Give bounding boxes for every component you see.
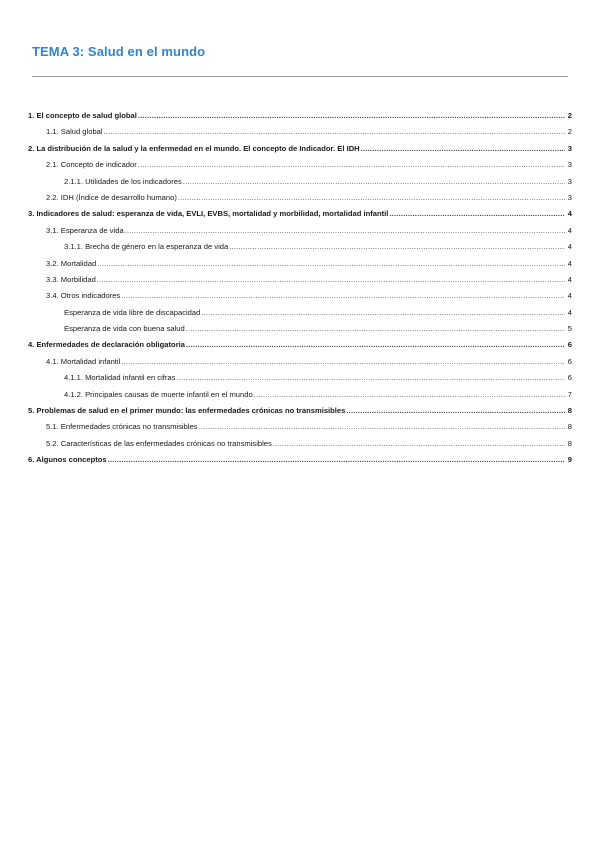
toc-entry-title[interactable]: 3. Indicadores de salud: esperanza de vida, EVLI, EVBS, mortalidad y morbilidad, mortalidad infantil (28, 209, 389, 219)
toc-entry[interactable] (28, 272, 572, 288)
toc-dot-leader (104, 124, 565, 140)
toc-page-number[interactable]: 8 (567, 438, 572, 448)
toc-dot-leader (125, 223, 565, 239)
toc-dot-leader (178, 190, 565, 206)
toc-dot-leader (346, 403, 565, 419)
toc-entry-title[interactable]: 2.2. IDH (Índice de desarrollo humano) (46, 192, 177, 202)
toc-entry-title[interactable]: 4. Enfermedades de declaración obligatoria (28, 340, 185, 350)
toc-page-number[interactable]: 6 (567, 356, 572, 366)
toc-entry[interactable] (28, 419, 572, 435)
toc-entry[interactable] (28, 321, 572, 337)
toc-dot-leader (97, 256, 565, 272)
toc-dot-leader (108, 452, 565, 468)
toc-page-number[interactable]: 3 (567, 160, 572, 170)
toc-page-number[interactable]: 4 (567, 225, 572, 235)
toc-entry[interactable] (28, 337, 572, 353)
toc-dot-leader (186, 321, 565, 337)
toc-dot-leader (186, 337, 565, 353)
toc-entry[interactable] (28, 190, 572, 206)
toc-page-number[interactable]: 4 (567, 209, 572, 219)
toc-dot-leader (176, 370, 565, 386)
toc-entry-title[interactable]: Esperanza de vida con buena salud (64, 324, 185, 334)
toc-page-number[interactable]: 4 (567, 291, 572, 301)
toc-entry-title[interactable]: 6. Algunos conceptos (28, 455, 107, 465)
toc-dot-leader (183, 174, 565, 190)
toc-dot-leader (273, 436, 565, 452)
toc-entry[interactable] (28, 288, 572, 304)
toc-dot-leader (361, 141, 565, 157)
toc-dot-leader (138, 157, 565, 173)
toc-page-number[interactable]: 4 (567, 258, 572, 268)
toc-page-number[interactable]: 8 (567, 422, 572, 432)
toc-entry-title[interactable]: 5.1. Enfermedades crónicas no transmisibles (46, 422, 198, 432)
table-of-contents (28, 108, 572, 469)
toc-entry-title[interactable]: 1.1. Salud global (46, 127, 103, 137)
toc-entry[interactable] (28, 256, 572, 272)
toc-entry-title[interactable]: 2.1.1. Utilidades de los indicadores (64, 176, 182, 186)
toc-entry-title[interactable]: 2. La distribución de la salud y la enfermedad en el mundo. El concepto de Indicador. El IDH (28, 143, 360, 153)
toc-page-number[interactable]: 9 (567, 455, 572, 465)
toc-entry[interactable] (28, 436, 572, 452)
toc-entry-title[interactable]: Esperanza de vida libre de discapacidad (64, 307, 201, 317)
toc-entry[interactable] (28, 452, 572, 468)
toc-page-number[interactable]: 6 (567, 373, 572, 383)
toc-entry[interactable] (28, 223, 572, 239)
toc-entry-title[interactable]: 3.1. Esperanza de vida (46, 225, 124, 235)
toc-page-number[interactable]: 8 (567, 406, 572, 416)
toc-entry[interactable] (28, 174, 572, 190)
title-divider (32, 76, 568, 77)
toc-page-number[interactable]: 7 (567, 389, 572, 399)
toc-entry-title[interactable]: 3.1.1. Brecha de género en la esperanza de vida (64, 242, 229, 252)
toc-entry-title[interactable]: 5. Problemas de salud en el primer mundo: las enfermedades crónicas no transmisibles (28, 406, 346, 416)
toc-entry-title[interactable]: 5.2. Características de las enfermedades crónicas no transmisibles (46, 438, 272, 448)
toc-entry-title[interactable]: 3.2. Mortalidad (46, 258, 97, 268)
toc-entry[interactable] (28, 403, 572, 419)
toc-entry[interactable] (28, 108, 572, 124)
toc-page-number[interactable]: 4 (567, 274, 572, 284)
toc-page-number[interactable]: 3 (567, 192, 572, 202)
toc-entry-title[interactable]: 4.1. Mortalidad infantil (46, 356, 121, 366)
toc-entry-title[interactable]: 4.1.1. Mortalidad infantil en cifras (64, 373, 176, 383)
toc-page-number[interactable]: 2 (567, 111, 572, 120)
toc-entry-title[interactable]: 3.4. Otros indicadores (46, 291, 121, 301)
toc-entry[interactable] (28, 387, 572, 403)
toc-entry-title[interactable]: 2.1. Concepto de indicador (46, 160, 137, 170)
toc-page-number[interactable]: 3 (567, 143, 572, 153)
page-title: TEMA 3: Salud en el mundo (32, 44, 206, 59)
toc-entry[interactable] (28, 305, 572, 321)
toc-page-number[interactable]: 2 (567, 127, 572, 137)
toc-entry[interactable] (28, 239, 572, 255)
toc-dot-leader (389, 206, 565, 222)
toc-dot-leader (121, 354, 565, 370)
toc-page-number[interactable]: 6 (567, 340, 572, 350)
toc-entry-title[interactable]: 4.1.2. Principales causas de muerte infantil en el mundo (64, 389, 253, 399)
toc-page-number[interactable]: 4 (567, 242, 572, 252)
toc-entry[interactable] (28, 370, 572, 386)
toc-page-number[interactable]: 5 (567, 324, 572, 334)
toc-entry[interactable] (28, 206, 572, 222)
toc-dot-leader (97, 272, 565, 288)
toc-page-number[interactable]: 3 (567, 176, 572, 186)
toc-dot-leader (229, 239, 565, 255)
toc-dot-leader (254, 387, 565, 403)
toc-dot-leader (199, 419, 565, 435)
toc-entry[interactable] (28, 157, 572, 173)
toc-entry[interactable] (28, 354, 572, 370)
toc-entry-title[interactable]: 3.3. Morbilidad (46, 274, 96, 284)
toc-dot-leader (138, 108, 565, 124)
toc-dot-leader (121, 288, 565, 304)
toc-entry[interactable] (28, 124, 572, 140)
toc-page-number[interactable]: 4 (567, 307, 572, 317)
toc-entry-title[interactable]: 1. El concepto de salud global (28, 111, 137, 120)
toc-entry[interactable] (28, 141, 572, 157)
toc-dot-leader (201, 305, 565, 321)
